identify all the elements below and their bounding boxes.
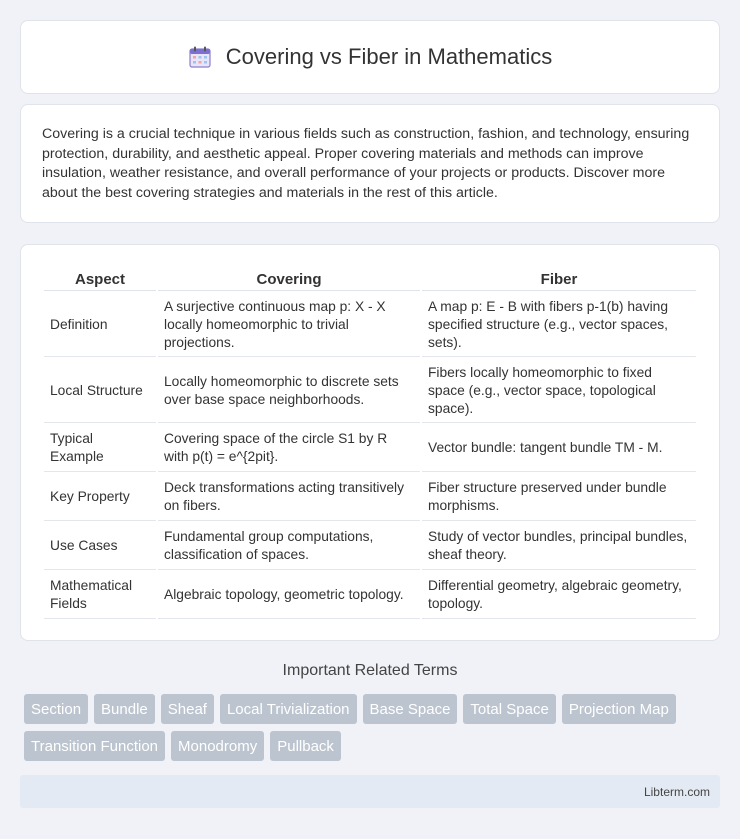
tag-local-trivialization[interactable]: Local Trivialization <box>220 694 357 724</box>
related-terms-title: Important Related Terms <box>282 662 458 679</box>
row-aspect: Use Cases <box>44 523 156 570</box>
table-header-row <box>44 267 696 291</box>
row-fiber: A map p: E - B with fibers p-1(b) having specified structure (e.g., vector spaces, sets). <box>422 293 696 357</box>
tag-base-space[interactable]: Base Space <box>363 694 458 724</box>
row-aspect: Mathematical Fields <box>44 572 156 619</box>
tag-section[interactable]: Section <box>24 694 88 724</box>
table-row <box>44 425 696 472</box>
row-aspect: Typical Example <box>44 425 156 472</box>
row-covering: Deck transformations acting transitively on fibers. <box>158 474 420 521</box>
row-covering: A surjective continuous map p: X - X locally homeomorphic to trivial projections. <box>158 293 420 357</box>
row-aspect: Definition <box>44 293 156 357</box>
header-aspect: Aspect <box>44 267 156 291</box>
comparison-card <box>20 244 720 641</box>
comparison-table <box>42 265 698 621</box>
table-row <box>44 359 696 423</box>
row-aspect: Key Property <box>44 474 156 521</box>
row-fiber: Differential geometry, algebraic geometry, topology. <box>422 572 696 619</box>
tag-monodromy[interactable]: Monodromy <box>171 731 264 761</box>
footer-site-link[interactable]: Libterm.com <box>643 784 710 799</box>
tag-pullback[interactable]: Pullback <box>270 731 341 761</box>
row-fiber: Fiber structure preserved under bundle morphisms. <box>422 474 696 521</box>
intro-text: Covering is a crucial technique in various fields such as construction, fashion, and technology, ensuring protection, durability, and aesthetic appeal. Proper covering materials and methods can improve insulation, weather resistance, and overall performance of your projects or products. Discover more about the best covering strategies and materials in the rest of this article. <box>42 126 690 201</box>
tag-transition-function[interactable]: Transition Function <box>24 731 165 761</box>
table-row <box>44 572 696 619</box>
table-row <box>44 474 696 521</box>
tag-sheaf[interactable]: Sheaf <box>161 694 214 724</box>
calendar-icon <box>188 45 212 69</box>
row-covering: Fundamental group computations, classification of spaces. <box>158 523 420 570</box>
tag-total-space[interactable]: Total Space <box>463 694 555 724</box>
row-covering: Covering space of the circle S1 by R with p(t) = e^{2pit}. <box>158 425 420 472</box>
row-fiber: Vector bundle: tangent bundle TM - M. <box>422 425 696 472</box>
row-covering: Locally homeomorphic to discrete sets over base space neighborhoods. <box>158 359 420 423</box>
tag-bundle[interactable]: Bundle <box>94 694 155 724</box>
intro-card <box>20 104 720 223</box>
header-covering: Covering <box>158 267 420 291</box>
footer <box>20 775 720 808</box>
page-title: Covering vs Fiber in Mathematics <box>225 44 553 69</box>
row-aspect: Local Structure <box>44 359 156 423</box>
tag-projection-map[interactable]: Projection Map <box>562 694 676 724</box>
related-terms-list <box>24 694 724 761</box>
header-card <box>20 20 720 94</box>
header-fiber: Fiber <box>422 267 696 291</box>
table-row <box>44 523 696 570</box>
row-fiber: Study of vector bundles, principal bundles, sheaf theory. <box>422 523 696 570</box>
table-row <box>44 293 696 357</box>
row-covering: Algebraic topology, geometric topology. <box>158 572 420 619</box>
row-fiber: Fibers locally homeomorphic to fixed space (e.g., vector space, topological space). <box>422 359 696 423</box>
